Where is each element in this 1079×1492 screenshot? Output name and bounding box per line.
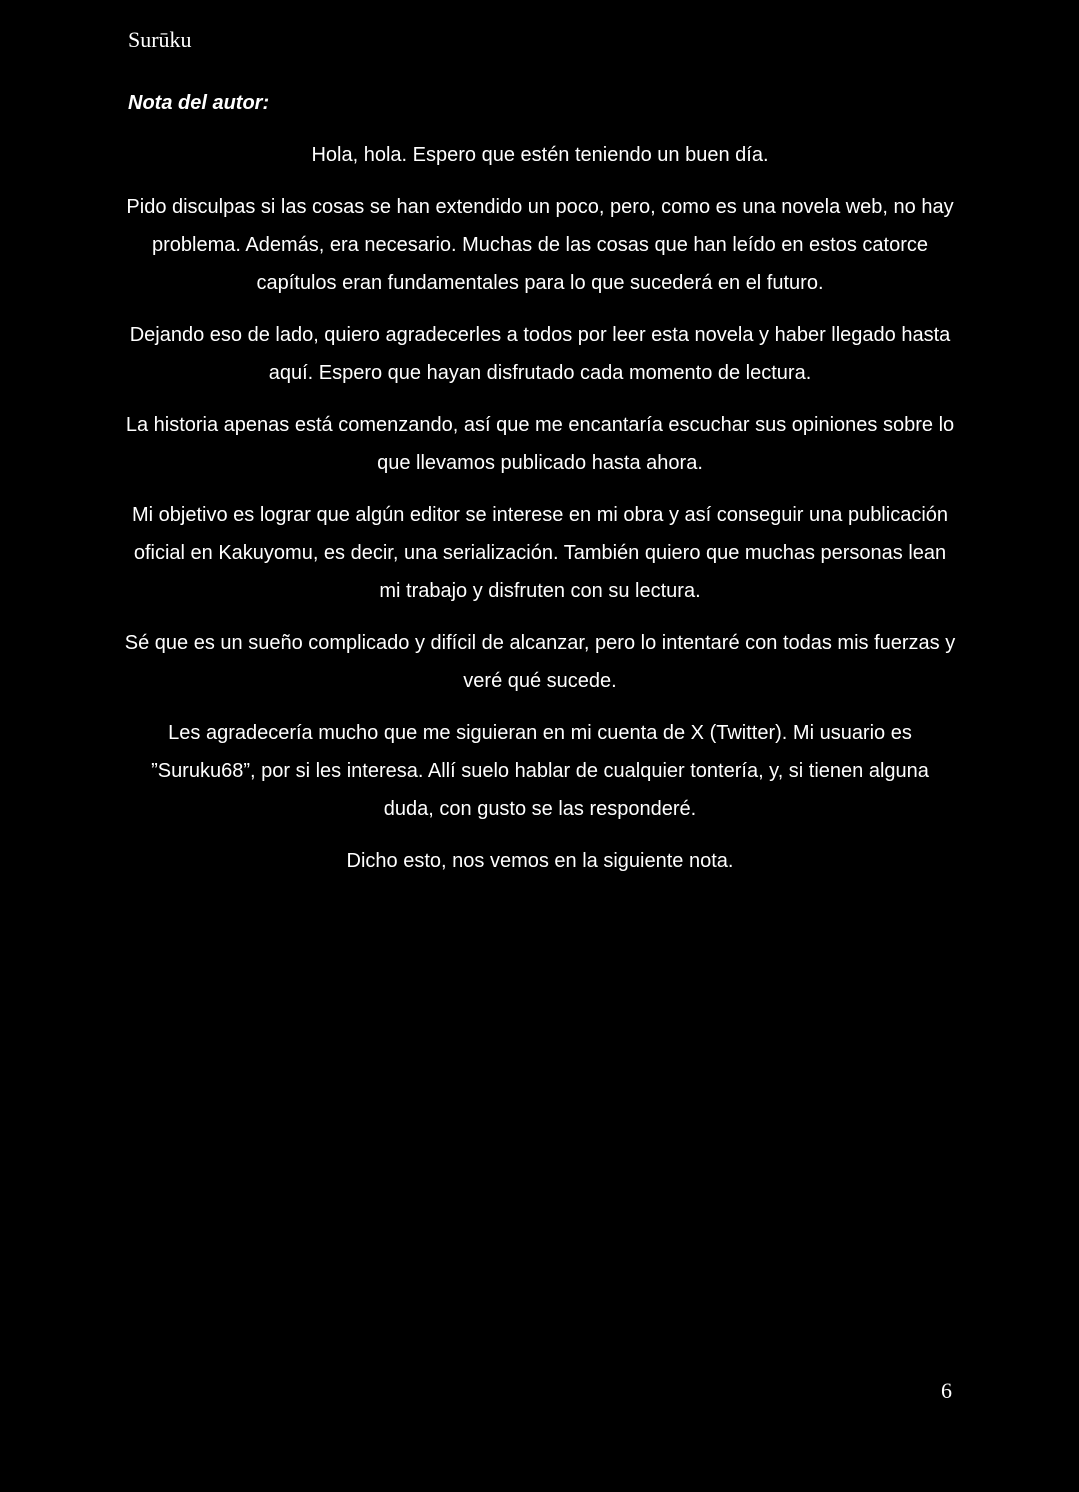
paragraph: Les agradecería mucho que me siguieran en mi cuenta de X (Twitter). Mi usuario es ”Suruku68”, por si les interesa. Allí suelo hablar de cualquier tontería, y, si tienen alguna duda, con gusto se las responderé. — [151, 722, 929, 820]
paragraph: Dicho esto, nos vemos en la siguiente nota. — [346, 850, 734, 872]
page-number: 6 — [941, 1378, 952, 1403]
paragraph: Mi objetivo es lograr que algún editor se interese en mi obra y así conseguir una publicación oficial en Kakuyomu, es decir, una serialización. También quiero que muchas personas lean mi trabajo y disfruten con su lectura. — [131, 504, 949, 602]
author-note-body — [124, 136, 956, 894]
paragraph: Hola, hola. Espero que estén teniendo un buen día. — [311, 144, 769, 166]
author-note-heading: Nota del autor: — [128, 92, 270, 114]
running-header-author: Surūku — [128, 27, 192, 52]
paragraph: La historia apenas está comenzando, así que me encantaría escuchar sus opiniones sobre lo que llevamos publicado hasta ahora. — [125, 414, 955, 474]
paragraph: Dejando eso de lado, quiero agradecerles a todos por leer esta novela y haber llegado hasta aquí. Espero que hayan disfrutado cada momento de lectura. — [129, 324, 951, 384]
paragraph: Pido disculpas si las cosas se han extendido un poco, pero, como es una novela web, no hay problema. Además, era necesario. Muchas de las cosas que han leído en estos catorce capítulos eran fundamentales para lo que sucederá en el futuro. — [126, 196, 954, 294]
paragraph: Sé que es un sueño complicado y difícil de alcanzar, pero lo intentaré con todas mis fuerzas y veré qué sucede. — [124, 632, 956, 692]
